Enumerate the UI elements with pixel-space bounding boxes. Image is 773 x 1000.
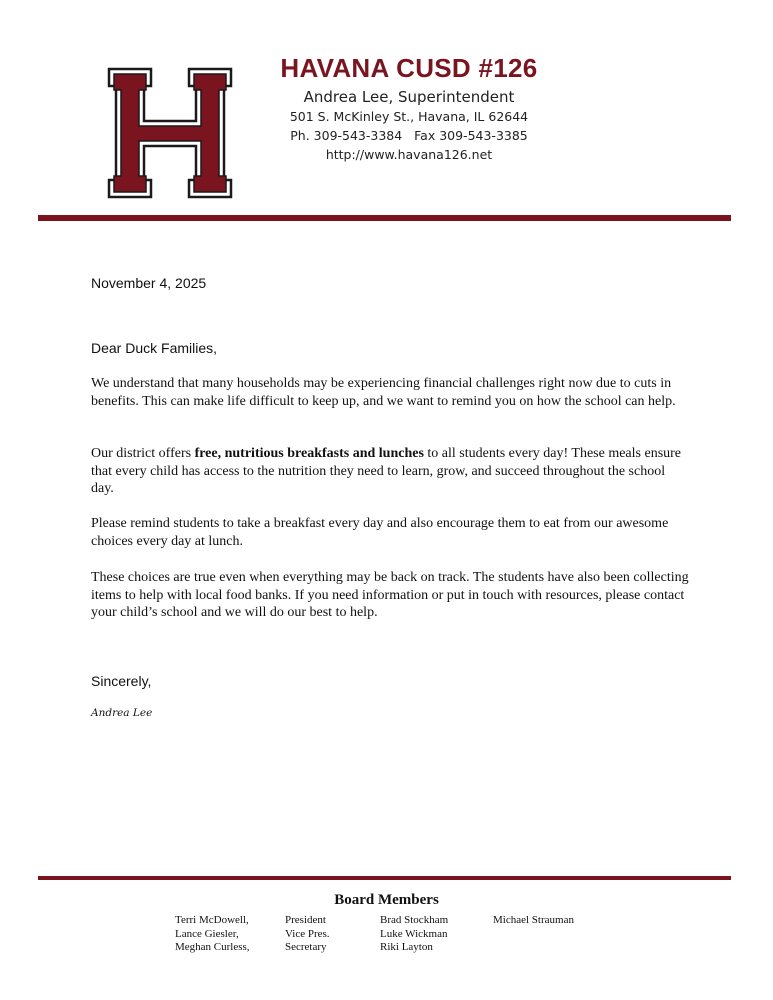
paragraph-4: These choices are true even when everything may be back on track. The students have also been collecting items to help with local food banks. If you need information or put in touch with resources, please contact your child’s school and we will do our best to help. — [91, 570, 689, 620]
website-link[interactable]: http://www.havana126.net — [325, 147, 493, 162]
superintendent-line: Andrea Lee, Superintendent — [303, 88, 515, 106]
board-member-role: Vice Pres. — [285, 927, 330, 940]
board-members-title: Board Members — [334, 892, 439, 908]
board-roles-column — [285, 914, 330, 955]
paragraph-2-end: to all students every day! These meals ensure that every child has access to the nutrition they need to learn, grow, and succeed throughout the school day. — [91, 446, 682, 496]
board-member-name: Michael Strauman — [493, 914, 574, 926]
board-names-column-2 — [380, 914, 448, 955]
board-member-name: Terri McDowell, — [175, 914, 249, 926]
paragraph-2-emphasis: free, nutritious breakfasts and lunches — [194, 446, 424, 461]
letter-greeting: Dear Duck Families, — [91, 340, 218, 356]
footer-divider — [38, 876, 731, 880]
board-names-column-3 — [493, 914, 574, 928]
district-logo — [106, 66, 234, 200]
board-member-name: Lance Giesler, — [175, 927, 239, 940]
paragraph-2 — [91, 445, 691, 498]
letter-closing: Sincerely, — [91, 673, 152, 689]
paragraph-3: Please remind students to take a breakfast every day and also encourage them to eat from our awesome choices every day at lunch. — [91, 516, 669, 549]
board-member-role: President — [285, 914, 326, 926]
district-name: HAVANA CUSD #126 — [280, 53, 538, 83]
letterhead — [230, 52, 588, 164]
board-names-column — [175, 914, 250, 955]
paragraph-2-start: Our district offers — [91, 446, 195, 461]
h-letter-logo-icon — [106, 66, 234, 200]
phone-fax-line: Ph. 309-543-3384 Fax 309-543-3385 — [290, 128, 528, 143]
board-member-name: Luke Wickman — [380, 927, 448, 940]
board-member-name: Meghan Curless, — [175, 941, 250, 953]
header-divider — [38, 215, 731, 221]
board-member-name: Riki Layton — [380, 941, 433, 953]
address-line: 501 S. McKinley St., Havana, IL 62644 — [289, 109, 529, 124]
board-member-role: Secretary — [285, 941, 327, 953]
board-member-name: Brad Stockham — [380, 914, 449, 926]
letter-date: November 4, 2025 — [91, 275, 207, 291]
paragraph-1: We understand that many households may be experiencing financial challenges right now due to cuts in benefits. This can make life difficult to keep up, and we want to remind you on how the school can help. — [91, 376, 676, 409]
signature: Andrea Lee — [91, 707, 153, 719]
